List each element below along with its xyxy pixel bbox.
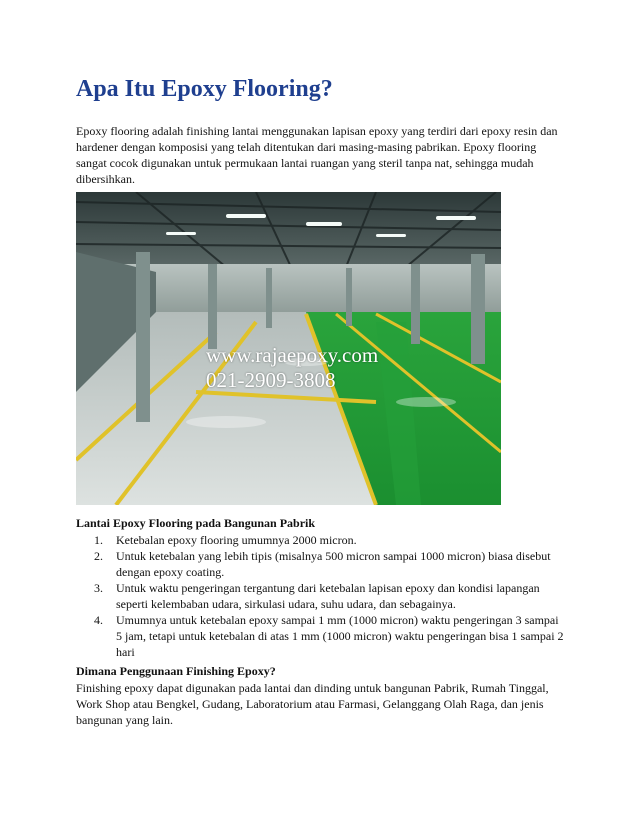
list-text: Untuk ketebalan yang lebih tipis (misalnya 500 micron sampai 1000 micron) biasa disebut dengan epoxy coating. [116,549,551,579]
usage-paragraph: Finishing epoxy dapat digunakan pada lantai dan dinding untuk bangunan Pabrik, Rumah Tinggal, Work Shop atau Bengkel, Gudang, Laboratorium atau Farmasi, Gelanggang Olah Raga, dan jenis bangunan yang lain. [76,681,549,727]
section-heading-factory: Lantai Epoxy Flooring pada Bangunan Pabrik [76,516,316,530]
list-text: Ketebalan epoxy flooring umumnya 2000 micron. [116,533,357,547]
list-number: 2. [94,549,103,563]
factory-floor-photo [76,192,501,505]
page-title: Apa Itu Epoxy Flooring? [76,76,333,102]
list-number: 1. [94,533,103,547]
list-item [76,548,566,580]
section-heading-usage: Dimana Penggunaan Finishing Epoxy? [76,664,276,678]
list-item [76,580,566,612]
numbered-list [76,532,566,660]
watermark-url: www.rajaepoxy.com [206,343,379,367]
list-number: 4. [94,613,103,627]
list-item [76,612,566,660]
list-number: 3. [94,581,103,595]
list-item [76,532,566,548]
watermark-phone: 021-2909-3808 [206,368,336,392]
list-text: Umumnya untuk ketebalan epoxy sampai 1 mm (1000 micron) waktu pengeringan 3 sampai 5 jam, tetapi untuk ketebalan di atas 1 mm (1000 micron) waktu pengeringan bisa 1 sampai 2 hari [116,613,564,659]
list-text: Untuk waktu pengeringan tergantung dari ketebalan lapisan epoxy dan kondisi lapangan seperti kelembaban udara, sirkulasi udara, suhu udara, dan sebagainya. [116,581,540,611]
intro-paragraph: Epoxy flooring adalah finishing lantai menggunakan lapisan epoxy yang terdiri dari epoxy resin dan hardener dengan komposisi yang telah ditentukan dari masing-masing pabrikan. Epoxy flooring sangat cocok digunakan untuk permukaan lantai ruangan yang steril tanpa nat, sehingga mudah dibersihkan. [76,124,558,186]
